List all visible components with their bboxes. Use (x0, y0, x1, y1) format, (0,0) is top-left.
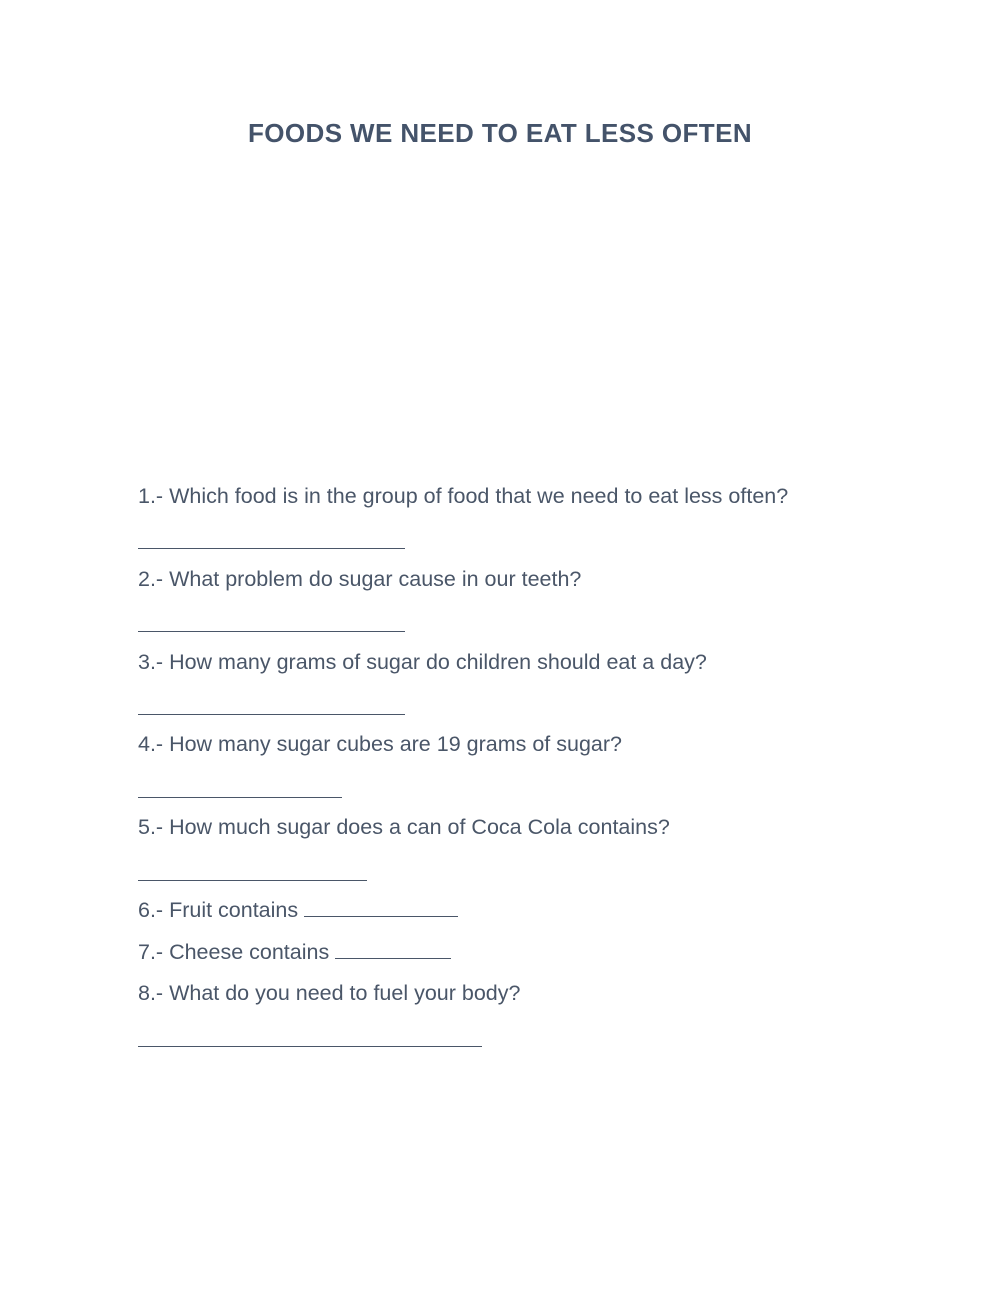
answer-line-2[interactable] (138, 631, 405, 632)
answer-line-5[interactable] (138, 880, 367, 881)
question-2: 2.- What problem do sugar cause in our teeth? (138, 567, 582, 591)
answer-line-3[interactable] (138, 714, 405, 715)
answer-line-8[interactable] (138, 1046, 482, 1047)
question-6: 6.- Fruit contains (138, 898, 299, 922)
answer-line-6[interactable] (304, 898, 458, 917)
question-4: 4.- How many sugar cubes are 19 grams of sugar? (138, 732, 622, 756)
question-6-row (138, 898, 458, 923)
question-1: 1.- Which food is in the group of food that we need to eat less often? (138, 484, 789, 508)
answer-line-1[interactable] (138, 548, 405, 549)
question-7-row (138, 940, 451, 965)
answer-line-4[interactable] (138, 797, 342, 798)
answer-line-7[interactable] (335, 940, 451, 959)
question-7: 7.- Cheese contains (138, 940, 330, 964)
question-8: 8.- What do you need to fuel your body? (138, 981, 521, 1005)
worksheet-title: FOODS WE NEED TO EAT LESS OFTEN (247, 118, 753, 148)
question-5: 5.- How much sugar does a can of Coca Cola contains? (138, 815, 670, 839)
question-3: 3.- How many grams of sugar do children should eat a day? (138, 650, 707, 674)
